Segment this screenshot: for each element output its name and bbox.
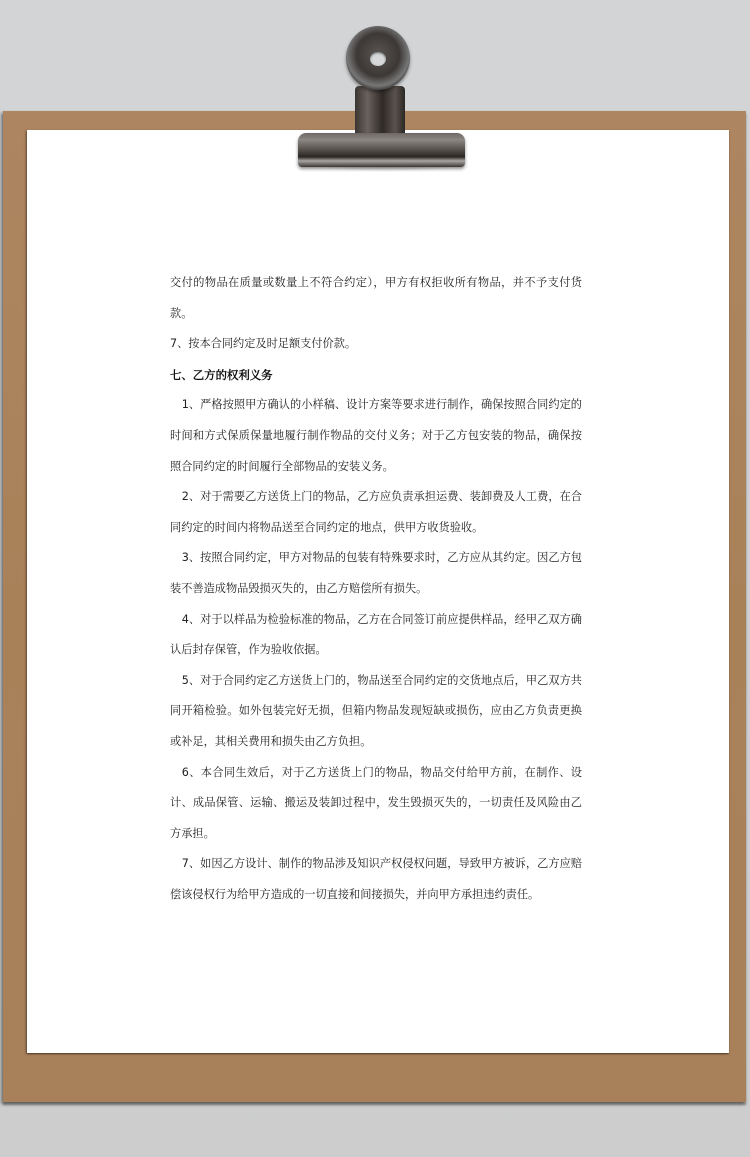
clause-3: 3、按照合同约定，甲方对物品的包装有特殊要求时，乙方应从其约定。因乙方包装不善造成物品毁损灭失的，由乙方赔偿所有损失。 xyxy=(170,551,582,595)
clip-hole xyxy=(370,52,386,66)
clause-4: 4、对于以样品为检验标准的物品，乙方在合同签订前应提供样品，经甲乙双方确认后封存保管，作为验收依据。 xyxy=(170,612,582,657)
contract-text xyxy=(170,268,582,910)
clause-2: 2、对于需要乙方送货上门的物品，乙方应负责承担运费、装卸费及人工费，在合同约定的时间内将物品送至合同约定的地点，供甲方收货验收。 xyxy=(170,490,582,534)
clause-6: 6、本合同生效后，对于乙方送货上门的物品，物品交付给甲方前，在制作、设计、成品保管、运输、搬运及装卸过程中，发生毁损灭失的，一切责任及风险由乙方承担。 xyxy=(170,765,582,840)
section-title: 七、乙方的权利义务 xyxy=(170,367,273,382)
paragraph-continued: 交付的物品在质量或数量上不符合约定），甲方有权拒收所有物品，并不予支付货款。 xyxy=(170,276,582,320)
clause-1: 1、严格按照甲方确认的小样稿、设计方案等要求进行制作，确保按照合同约定的时间和方式保质保量地履行制作物品的交付义务；对于乙方包安装的物品，确保按照合同约定的时间履行全部物品的安装义务。 xyxy=(170,398,582,473)
clause-5: 5、对于合同约定乙方送货上门的，物品送至合同约定的交货地点后，甲乙双方共同开箱检验。如外包装完好无损，但箱内物品发现短缺或损伤，应由乙方负责更换或补足，其相关费用和损失由乙方负担。 xyxy=(170,673,582,748)
clause-7: 7、如因乙方设计、制作的物品涉及知识产权侵权问题，导致甲方被诉，乙方应赔偿该侵权行为给甲方造成的一切直接和间接损失，并向甲方承担违约责任。 xyxy=(170,857,582,901)
clip-base xyxy=(298,133,465,167)
paragraph-item-7: 7、按本合同约定及时足额支付价款。 xyxy=(170,337,357,351)
